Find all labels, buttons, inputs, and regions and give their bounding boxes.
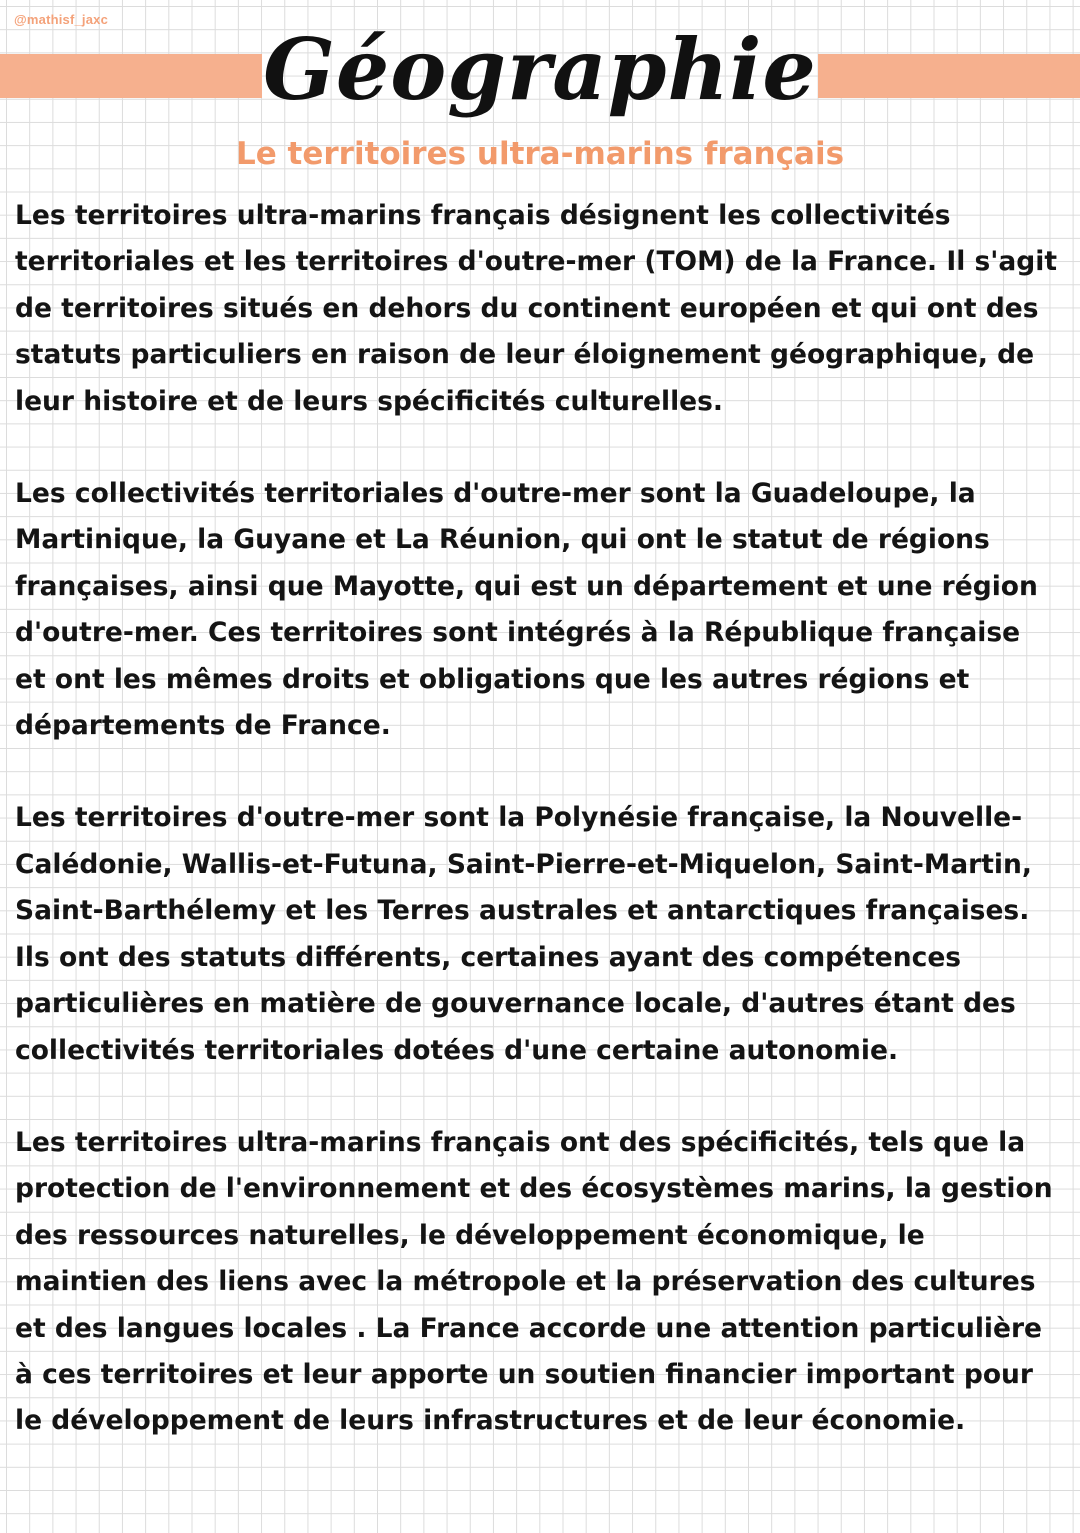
text-line: des ressources naturelles, le développement économique, le: [15, 1219, 925, 1251]
text-line: Les territoires ultra-marins français ont des spécificités, tels que la: [15, 1126, 1026, 1158]
body-text: [15, 193, 1073, 1491]
text-line: Calédonie, Wallis-et-Futuna, Saint-Pierre-et-Miquelon, Saint-Martin,: [15, 848, 1032, 880]
text-line: protection de l'environnement et des écosystèmes marins, la gestion: [15, 1173, 1053, 1205]
paragraph-territoires: [15, 795, 1073, 1073]
text-line: territoriales et les territoires d'outre-mer (TOM) de la France. Il s'agit: [15, 246, 1057, 278]
text-line: leur histoire et de leurs spécificités culturelles.: [15, 385, 723, 417]
paragraph-specificites: [15, 1120, 1073, 1445]
text-line: maintien des liens avec la métropole et la préservation des cultures: [15, 1266, 1036, 1298]
author-watermark: @mathisf_jaxc: [14, 12, 109, 27]
text-line: collectivités territoriales dotées d'une certaine autonomie.: [15, 1034, 899, 1066]
text-line: particulières en matière de gouvernance locale, d'autres étant des: [15, 988, 1016, 1020]
text-line: le développement de leurs infrastructures et de leur économie.: [15, 1405, 966, 1437]
text-line: statuts particuliers en raison de leur éloignement géographique, de: [15, 339, 1035, 371]
text-line: Martinique, la Guyane et La Réunion, qui ont le statut de régions: [15, 524, 990, 556]
text-line: Ils ont des statuts différents, certaines ayant des compétences: [15, 941, 962, 973]
text-line: Saint-Barthélemy et les Terres australes et antarctiques françaises.: [15, 895, 1030, 927]
text-line: de territoires situés en dehors du continent européen et qui ont des: [15, 292, 1039, 324]
text-line: Les collectivités territoriales d'outre-mer sont la Guadeloupe, la: [15, 478, 976, 510]
text-line: françaises, ainsi que Mayotte, qui est un département et une région: [15, 570, 1038, 602]
text-line: et ont les mêmes droits et obligations que les autres régions et: [15, 663, 970, 695]
text-line: Les territoires d'outre-mer sont la Polynésie française, la Nouvelle-: [15, 802, 1023, 834]
text-line: à ces territoires et leur apporte un soutien financier important pour: [15, 1358, 1033, 1390]
text-line: et des langues locales . La France accorde une attention particulière: [15, 1312, 1043, 1344]
paragraph-collectivites: [15, 471, 1073, 749]
text-line: Les territoires ultra-marins français désignent les collectivités: [15, 200, 951, 231]
text-line: départements de France.: [15, 710, 391, 742]
page-title: Géographie: [263, 20, 817, 119]
paragraph-intro: [15, 193, 1073, 425]
page-subtitle: Le territoires ultra-marins français: [235, 136, 845, 172]
text-line: d'outre-mer. Ces territoires sont intégrés à la République française: [15, 617, 1021, 649]
